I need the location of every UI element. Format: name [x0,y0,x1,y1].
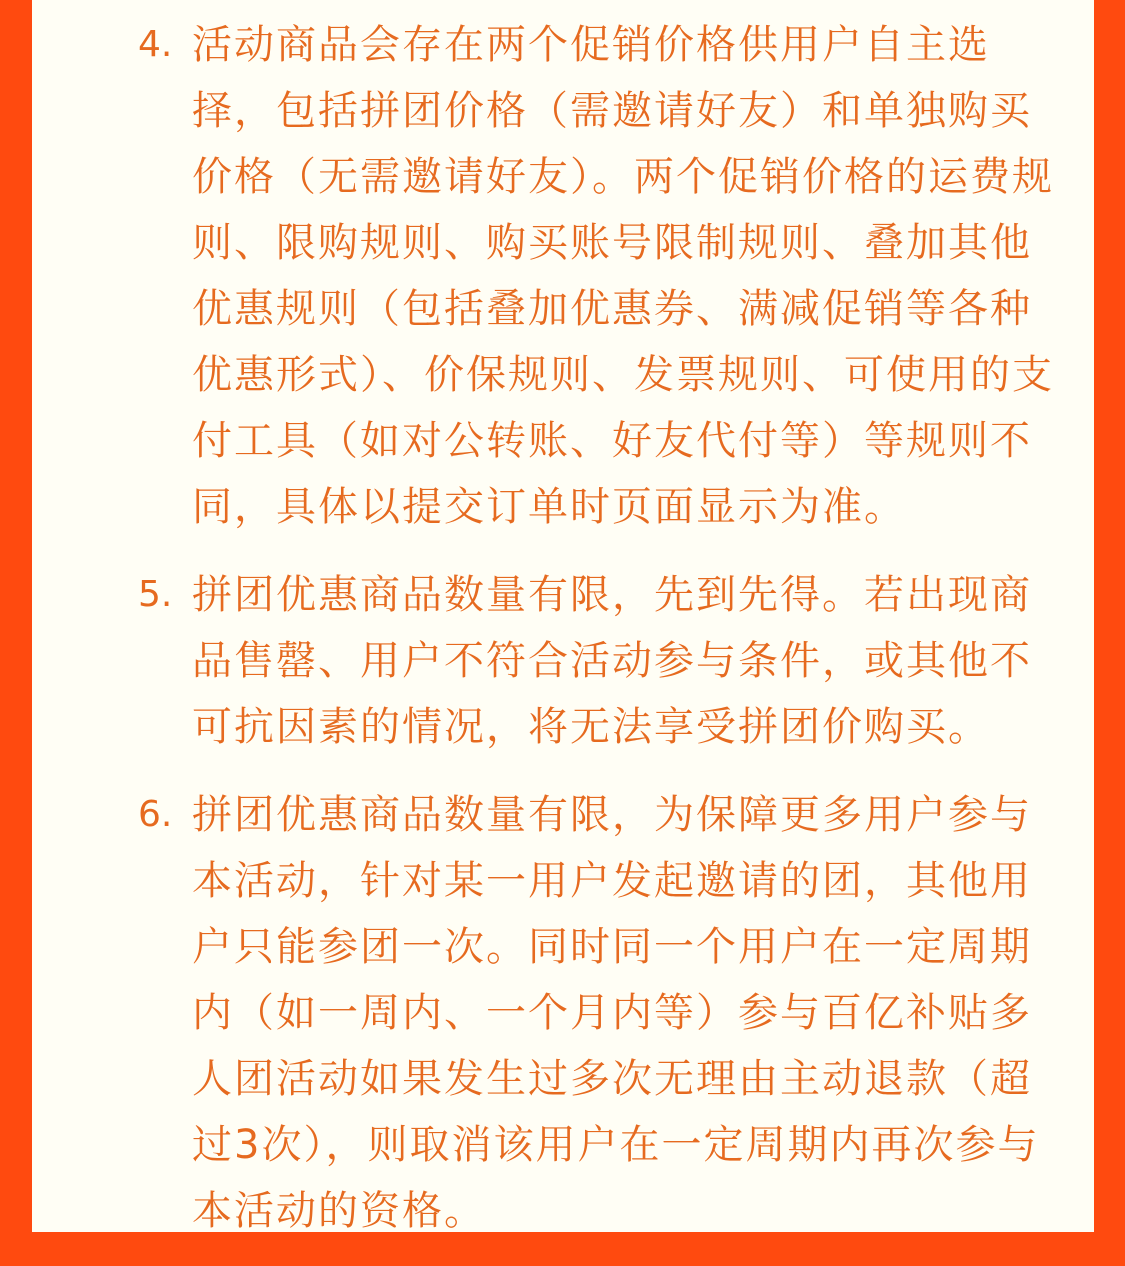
rule-text: 拼团优惠商品数量有限，为保障更多用户参与本活动，针对某一用户发起邀请的团，其他用户只能参团一次。同时同一个用户在一定周期内（如一周内、一个月内等）参与百亿补贴多人团活动如果发生过多次无理由主动退款（超过3次），则取消该用户在一定周期内再次参与本活动的资格。 [192,792,1040,1234]
rule-number: 4. [138,24,173,65]
rules-list [138,12,1068,1266]
rule-item-6 [138,782,1068,1244]
rule-item-5 [138,562,1068,760]
rule-item-4 [138,12,1068,540]
rule-text: 活动商品会存在两个促销价格供用户自主选择，包括拼团价格（需邀请好友）和单独购买价格（无需邀请好友）。两个促销价格的运费规则、限购规则、购买账号限制规则、叠加其他优惠规则（包括叠加优惠券、满减促销等各种优惠形式）、价保规则、发票规则、可使用的支付工具（如对公转账、好友代付等）等规则不同，具体以提交订单时页面显示为准。 [192,22,1054,530]
rule-number: 6. [138,794,173,835]
rule-number: 5. [138,574,173,615]
rule-text: 拼团优惠商品数量有限，先到先得。若出现商品售罄、用户不符合活动参与条件，或其他不可抗因素的情况，将无法享受拼团价购买。 [192,572,1032,750]
rules-panel [32,0,1094,1232]
